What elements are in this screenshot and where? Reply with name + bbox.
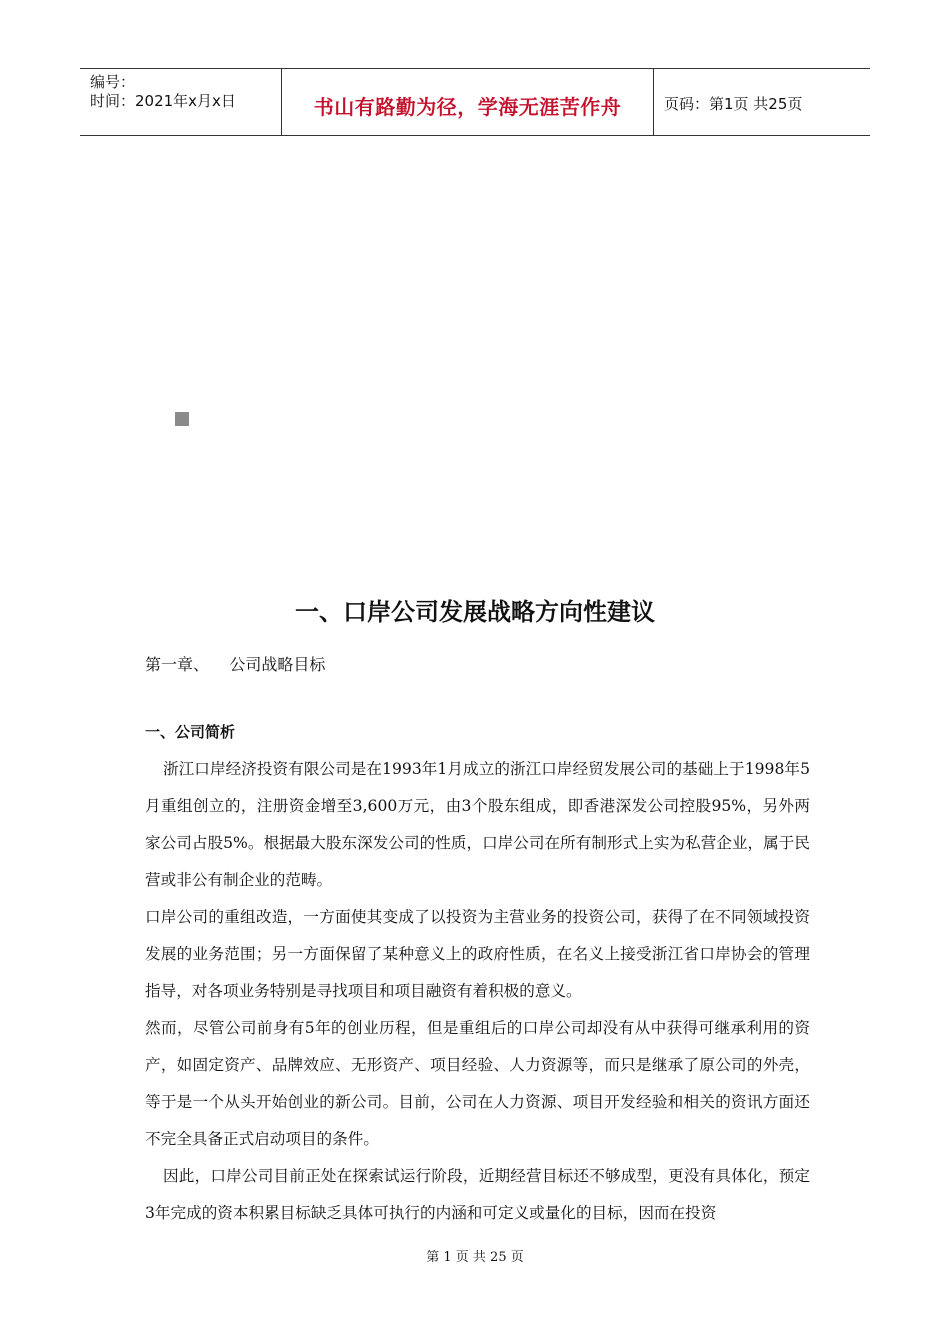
header-motto-cell xyxy=(281,69,654,135)
paragraph: 口岸公司的重组改造，一方面使其变成了以投资为主营业务的投资公司，获得了在不同领域投资发展的业务范围；另一方面保留了某种意义上的政府性质，在名义上接受浙江省口岸协会的管理指导，对各项业务特别是寻找项目和项目融资有着积极的意义。 xyxy=(145,908,810,1000)
header-right-cell xyxy=(654,69,870,135)
square-bullet-icon xyxy=(175,412,189,426)
time-label: 时间：2021年x月x日 xyxy=(90,92,236,110)
serial-label: 编号： xyxy=(90,73,136,91)
paragraph: 因此，口岸公司目前正处在探索试运行阶段，近期经营目标还不够成型，更没有具体化，预定3年完成的资本积累目标缺乏具体可执行的内涵和可定义或量化的目标，因而在投资 xyxy=(145,1167,810,1222)
page-code: 页码：第1页 共25页 xyxy=(664,95,803,113)
motto-text: 书山有路勤为径，学海无涯苦作舟 xyxy=(313,95,622,119)
paragraph: 然而，尽管公司前身有5年的创业历程，但是重组后的口岸公司却没有从中获得可继承利用的资产，如固定资产、品牌效应、无形资产、项目经验、人力资源等，而只是继承了原公司的外壳，等于是一个从头开始创业的新公司。目前，公司在人力资源、项目开发经验和相关的资讯方面还不完全具备正式启动项目的条件。 xyxy=(145,1019,810,1148)
body-text xyxy=(145,751,810,1232)
header-left-cell xyxy=(80,69,281,135)
header-table xyxy=(80,68,870,136)
chapter-heading: 第一章、 公司战略目标 xyxy=(145,655,326,674)
paragraph: 浙江口岸经济投资有限公司是在1993年1月成立的浙江口岸经贸发展公司的基础上于1998年5月重组创立的，注册资金增至3,600万元，由3个股东组成，即香港深发公司控股95%，另外两家公司占股5%。根据最大股东深发公司的性质，口岸公司在所有制形式上实为私营企业，属于民营或非公有制企业的范畴。 xyxy=(145,760,810,889)
section-heading: 一、公司简析 xyxy=(145,723,236,741)
page-footer: 第 1 页 共 25 页 xyxy=(426,1250,524,1265)
document-title: 一、口岸公司发展战略方向性建议 xyxy=(295,598,655,626)
